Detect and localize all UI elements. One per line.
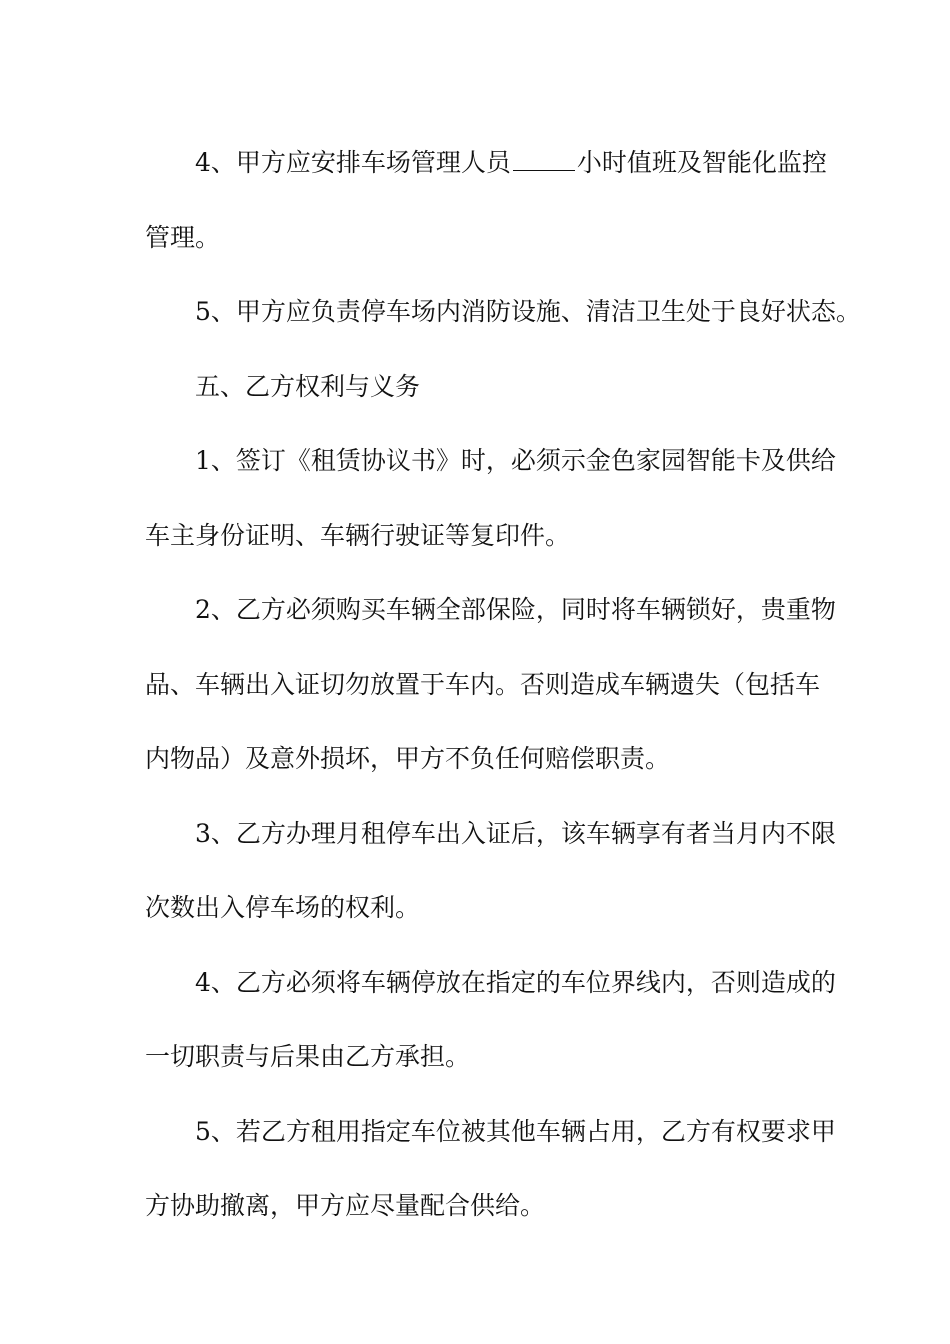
- clause-b3-line-1: 3、乙方办理月租停车出入证后，该车辆享有者当月内不限: [195, 818, 836, 848]
- clause-b3: [145, 797, 836, 946]
- clause-b2-line-3: 内物品）及意外损坏，甲方不负任何赔偿职责。: [145, 744, 671, 773]
- clause-a4-text-2: 小时值班及智能化监控: [576, 148, 827, 177]
- clause-b2-line-2: 品、车辆出入证切勿放置于车内。否则造成车辆遗失（包括车: [145, 669, 821, 699]
- fill-in-blank[interactable]: [513, 148, 575, 171]
- clause-b2: [145, 573, 836, 797]
- clause-b2-line-1: 2、乙方必须购买车辆全部保险，同时将车辆锁好，贵重物: [195, 595, 836, 624]
- clause-a4-line-1: [145, 126, 827, 201]
- section-heading-text: 五、乙方权利与义务: [195, 371, 421, 401]
- section-heading: [145, 350, 810, 425]
- clause-b1: [145, 424, 836, 573]
- clause-b4-line-2: 一切职责与后果由乙方承担。: [145, 1042, 471, 1071]
- clause-a5-line-1: 5、甲方应负责停车场内消防设施、清洁卫生处于良好状态。: [195, 297, 861, 326]
- clause-b4: [145, 946, 836, 1095]
- clause-b1-line-1: 1、签订《租赁协议书》时，必须示金色家园智能卡及供给: [195, 446, 836, 475]
- clause-a4-line-2: 管理。: [145, 222, 221, 252]
- clause-a5: [145, 275, 861, 350]
- clause-b1-line-2: 车主身份证明、车辆行驶证等复印件。: [145, 520, 571, 550]
- clause-b5-line-1: 5、若乙方租用指定车位被其他车辆占用，乙方有权要求甲: [195, 1116, 836, 1146]
- clause-a4: [145, 126, 827, 275]
- document-body: [145, 126, 861, 1244]
- clause-b5: [145, 1095, 836, 1244]
- clause-b3-line-2: 次数出入停车场的权利。: [145, 893, 421, 922]
- clause-b5-line-2: 方协助撤离，甲方应尽量配合供给。: [145, 1191, 546, 1220]
- clause-b4-line-1: 4、乙方必须将车辆停放在指定的车位界线内，否则造成的: [195, 967, 836, 997]
- clause-a4-text-1: 4、甲方应安排车场管理人员: [195, 148, 511, 177]
